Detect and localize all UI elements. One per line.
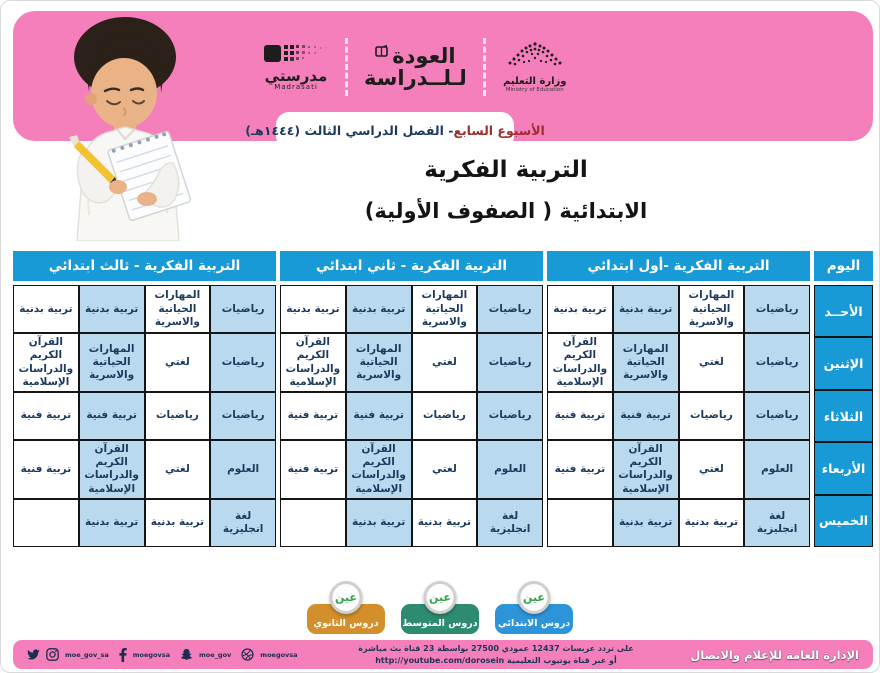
social-links	[27, 648, 302, 662]
subject-cell: رياضيات	[744, 333, 810, 392]
day-column	[814, 251, 873, 547]
subject-cell: القرآن الكريم والدراسات الإسلامية	[346, 440, 412, 499]
subject-cell: رياضيات	[477, 392, 543, 440]
subject-cell: لغتي	[412, 333, 478, 392]
subject-cell: المهارات الحياتية والاسرية	[145, 285, 211, 333]
grade-section-grade3	[13, 251, 276, 547]
ain-logo-badge: عين	[424, 581, 457, 614]
title-line2: الابتدائية ( الصفوف الأولية)	[364, 199, 648, 223]
grade2-body	[280, 285, 543, 547]
subject-cell	[547, 499, 613, 547]
day-cell-monday: الإثنين	[814, 337, 873, 389]
subject-cell: لغة انجليزية	[477, 499, 543, 547]
broadcast-frequency-line: على تردد عربسات 12437 عمودي 27500 بواسطة 23 قناة بث مباشرة	[358, 644, 634, 654]
broadcast-info	[358, 643, 633, 665]
page-title	[151, 157, 861, 223]
subject-cell: رياضيات	[679, 392, 745, 440]
subject-cell: تربية بدنية	[613, 499, 679, 547]
subject-cell: لغتي	[679, 333, 745, 392]
back-to-school-logo	[364, 45, 467, 89]
back-to-school-line1: العودة	[392, 43, 456, 68]
madrasati-label-ar: مدرستي	[264, 67, 328, 85]
grade3-header: التربية الفكرية - ثالث ابتدائي	[13, 251, 276, 281]
snapchat-icon[interactable]	[180, 648, 193, 661]
grade-section-grade1	[547, 251, 810, 547]
subject-cell: رياضيات	[145, 392, 211, 440]
broadcast-youtube-line[interactable]: أو عبر قناة يوتيوب التعليمية http://youtube.com/dorosein	[375, 655, 617, 665]
subject-cell: تربية بدنية	[145, 499, 211, 547]
subject-cell: العلوم	[477, 440, 543, 499]
facebook-icon[interactable]	[119, 648, 127, 662]
back-to-school-line2: لـلــدراسة	[364, 66, 467, 90]
media-department-signature: الإدارة العامة للإعلام والاتصال	[690, 647, 859, 662]
subject-cell: تربية فنية	[547, 440, 613, 499]
subject-cell: تربية فنية	[280, 440, 346, 499]
day-column-body	[814, 285, 873, 547]
logo-divider	[483, 38, 486, 96]
middle-lessons-button[interactable]: دروس المتوسط	[401, 604, 479, 634]
grade2-header: التربية الفكرية - ثاني ابتدائي	[280, 251, 543, 281]
subject-cell	[280, 499, 346, 547]
logos-row	[263, 27, 568, 107]
subject-cell: تربية فنية	[79, 392, 145, 440]
ministry-logo	[502, 41, 568, 93]
subject-cell: القرآن الكريم والدراسات الإسلامية	[79, 440, 145, 499]
elementary-lessons-group	[495, 581, 573, 634]
student-photo	[21, 13, 233, 241]
subject-cell: رياضيات	[210, 392, 276, 440]
subject-cell: القرآن الكريم والدراسات الإسلامية	[547, 333, 613, 392]
subject-cell: تربية بدنية	[679, 499, 745, 547]
dribbble-handle[interactable]: moegovsa	[260, 650, 298, 659]
ain-buttons-row	[1, 581, 879, 634]
subject-cell: المهارات الحياتية والاسرية	[79, 333, 145, 392]
subject-cell: القرآن الكريم والدراسات الإسلامية	[13, 333, 79, 392]
subject-cell: القرآن الكريم والدراسات الإسلامية	[613, 440, 679, 499]
day-column-header: اليوم	[814, 251, 873, 281]
week-label: الأسبوع السابع	[453, 123, 545, 138]
subject-cell: لغتي	[412, 440, 478, 499]
madrasati-logo	[263, 43, 329, 91]
subject-cell: تربية فنية	[280, 392, 346, 440]
subject-cell: رياضيات	[744, 392, 810, 440]
subject-cell: لغتي	[679, 440, 745, 499]
twitter-icon[interactable]	[27, 648, 40, 661]
subject-cell: تربية بدنية	[13, 285, 79, 333]
secondary-lessons-group	[307, 581, 385, 634]
subject-cell: لغتي	[145, 333, 211, 392]
subject-cell: رياضيات	[477, 333, 543, 392]
facebook-handle[interactable]: moegovsa	[132, 650, 171, 659]
subject-cell: تربية بدنية	[346, 285, 412, 333]
day-cell-thursday: الخميس	[814, 495, 873, 547]
subject-cell: رياضيات	[210, 333, 276, 392]
subject-cell: القرآن الكريم والدراسات الإسلامية	[280, 333, 346, 392]
snapchat-handle[interactable]: moe_gov	[199, 650, 232, 659]
day-cell-tuesday: الثلاثاء	[814, 390, 873, 442]
subject-cell: تربية بدنية	[79, 499, 145, 547]
grade1-body	[547, 285, 810, 547]
subject-cell: لغة انجليزية	[210, 499, 276, 547]
twitter-instagram-handle[interactable]: moe_gov_sa	[65, 650, 109, 659]
subject-cell: العلوم	[210, 440, 276, 499]
grade1-header: التربية الفكرية -أول ابتدائي	[547, 251, 810, 281]
subject-cell: لغتي	[145, 440, 211, 499]
subject-cell	[13, 499, 79, 547]
subject-cell: رياضيات	[412, 392, 478, 440]
day-cell-wednesday: الأربعاء	[814, 442, 873, 494]
title-line1: التربية الفكرية	[424, 157, 588, 183]
subject-cell: تربية بدنية	[547, 285, 613, 333]
week-pill	[245, 112, 545, 149]
grade3-body	[13, 285, 276, 547]
timetable	[13, 251, 873, 547]
subject-cell: المهارات الحياتية والاسرية	[679, 285, 745, 333]
subject-cell: تربية بدنية	[280, 285, 346, 333]
ain-logo-badge: عين	[518, 581, 551, 614]
subject-cell: المهارات الحياتية والاسرية	[613, 333, 679, 392]
subject-cell: تربية بدنية	[412, 499, 478, 547]
middle-lessons-group	[401, 581, 479, 634]
instagram-icon[interactable]	[46, 648, 59, 661]
subject-cell: تربية فنية	[346, 392, 412, 440]
subject-cell: لغة انجليزية	[744, 499, 810, 547]
madrasati-pixel-icon	[263, 43, 329, 65]
subject-cell: تربية بدنية	[79, 285, 145, 333]
subject-cell: تربية بدنية	[346, 499, 412, 547]
grade-section-grade2	[280, 251, 543, 547]
footer-bar	[13, 640, 873, 669]
logo-divider	[345, 38, 348, 96]
book-icon	[375, 45, 389, 58]
madrasati-label-en: Madrasati	[274, 83, 318, 91]
term-label: - الفصل الدراسي الثالث (١٤٤٤هـ)	[245, 123, 454, 138]
dribbble-icon[interactable]	[241, 648, 254, 661]
elementary-lessons-button[interactable]: دروس الابتدائي	[495, 604, 573, 634]
subject-cell: تربية فنية	[547, 392, 613, 440]
ain-logo-badge: عين	[330, 581, 363, 614]
subject-cell: المهارات الحياتية والاسرية	[346, 333, 412, 392]
subject-cell: رياضيات	[744, 285, 810, 333]
ministry-label-ar: وزارة التعليم	[503, 76, 567, 87]
subject-cell: المهارات الحياتية والاسرية	[412, 285, 478, 333]
subject-cell: رياضيات	[210, 285, 276, 333]
subject-cell: تربية بدنية	[613, 285, 679, 333]
subject-cell: تربية فنية	[613, 392, 679, 440]
day-cell-sunday: الأحــد	[814, 285, 873, 337]
subject-cell: تربية فنية	[13, 392, 79, 440]
secondary-lessons-button[interactable]: دروس الثانوي	[307, 604, 385, 634]
subject-cell: تربية فنية	[13, 440, 79, 499]
ministry-label-en: Ministry of Education	[505, 87, 564, 93]
ministry-emblem-icon	[502, 41, 568, 75]
subject-cell: رياضيات	[477, 285, 543, 333]
subject-cell: العلوم	[744, 440, 810, 499]
